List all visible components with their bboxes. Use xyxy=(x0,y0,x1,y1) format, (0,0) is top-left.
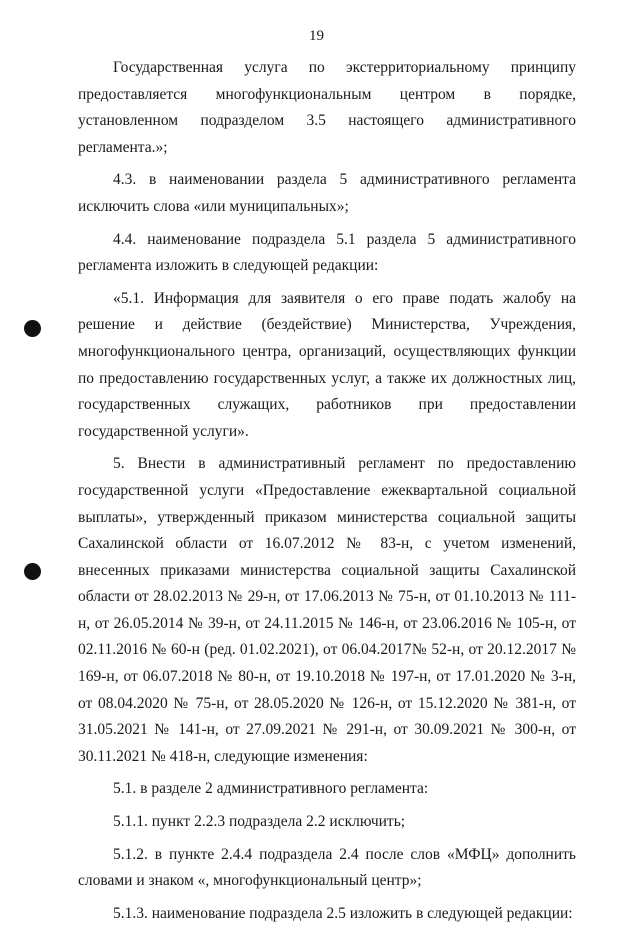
paragraph-4-4: 4.4. наименование подраздела 5.1 раздела 5 административного регламента изложить в следующей редакции: xyxy=(78,230,576,275)
paragraph-5-1-quote: «5.1. Информация для заявителя о его праве подать жалобу на решение и действие (бездействие) Министерства, Учреждения, многофункционального центра, организаций, осуществляющих функции по предоставлению государственных услуг, а также их должностных лиц, государственных служащих, работников при предоставлении государственной услуги». xyxy=(78,289,576,440)
page-number: 19 xyxy=(309,28,324,44)
paragraph-5-1-2: 5.1.2. в пункте 2.4.4 подраздела 2.4 после слов «МФЦ» дополнить словами и знаком «, многофункциональный центр»; xyxy=(78,845,576,890)
punch-hole-upper xyxy=(24,320,41,337)
paragraph-5-1-3: 5.1.3. наименование подраздела 2.5 изложить в следующей редакции: xyxy=(113,904,573,922)
paragraph-service-extraterritorial: Государственная услуга по экстерриториальному принципу предоставляется многофункциональным центром в порядке, установленном подразделом 3.5 настоящего административного регламента.»; xyxy=(78,59,576,156)
punch-hole-lower xyxy=(24,563,41,580)
paragraph-4-3: 4.3. в наименовании раздела 5 административного регламента исключить слова «или муниципальных»; xyxy=(78,171,576,215)
document-body xyxy=(78,55,576,933)
paragraph-5-1: 5.1. в разделе 2 административного регламента: xyxy=(113,780,429,798)
paragraph-5: 5. Внести в административный регламент по предоставлению государственной услуги «Предоставление ежеквартальной социальной выплаты», утвержденный приказом министерства социальной защиты Сахалинской области от 16.07.2012 № 83-н, с учетом изменений, внесенных приказами министерства социальной защиты Сахалинской области от 28.02.2013 № 29-н, от 17.06.2013 № 75-н, от 01.10.2013 № 111-н, от 26.05.2014 № 39-н, от 24.11.2015 № 146-н, от 23.06.2016 № 105-н, от 02.11.2016 № 60-н (ред. 01.02.2021), от 06.04.2017№ 52-н, от 20.12.2017 № 169-н, от 06.07.2018 № 80-н, от 19.10.2018 № 197-н, от 17.01.2020 № 3-н, от 08.04.2020 № 75-н, от 28.05.2020 № 126-н, от 15.12.2020 № 381-н, от 31.05.2021 № 141-н, от 27.09.2021 № 291-н, от 30.09.2021 № 300-н, от 30.11.2021 № 418-н, следующие изменения: xyxy=(78,455,576,765)
paragraph-5-1-1: 5.1.1. пункт 2.2.3 подраздела 2.2 исключить; xyxy=(113,813,406,831)
